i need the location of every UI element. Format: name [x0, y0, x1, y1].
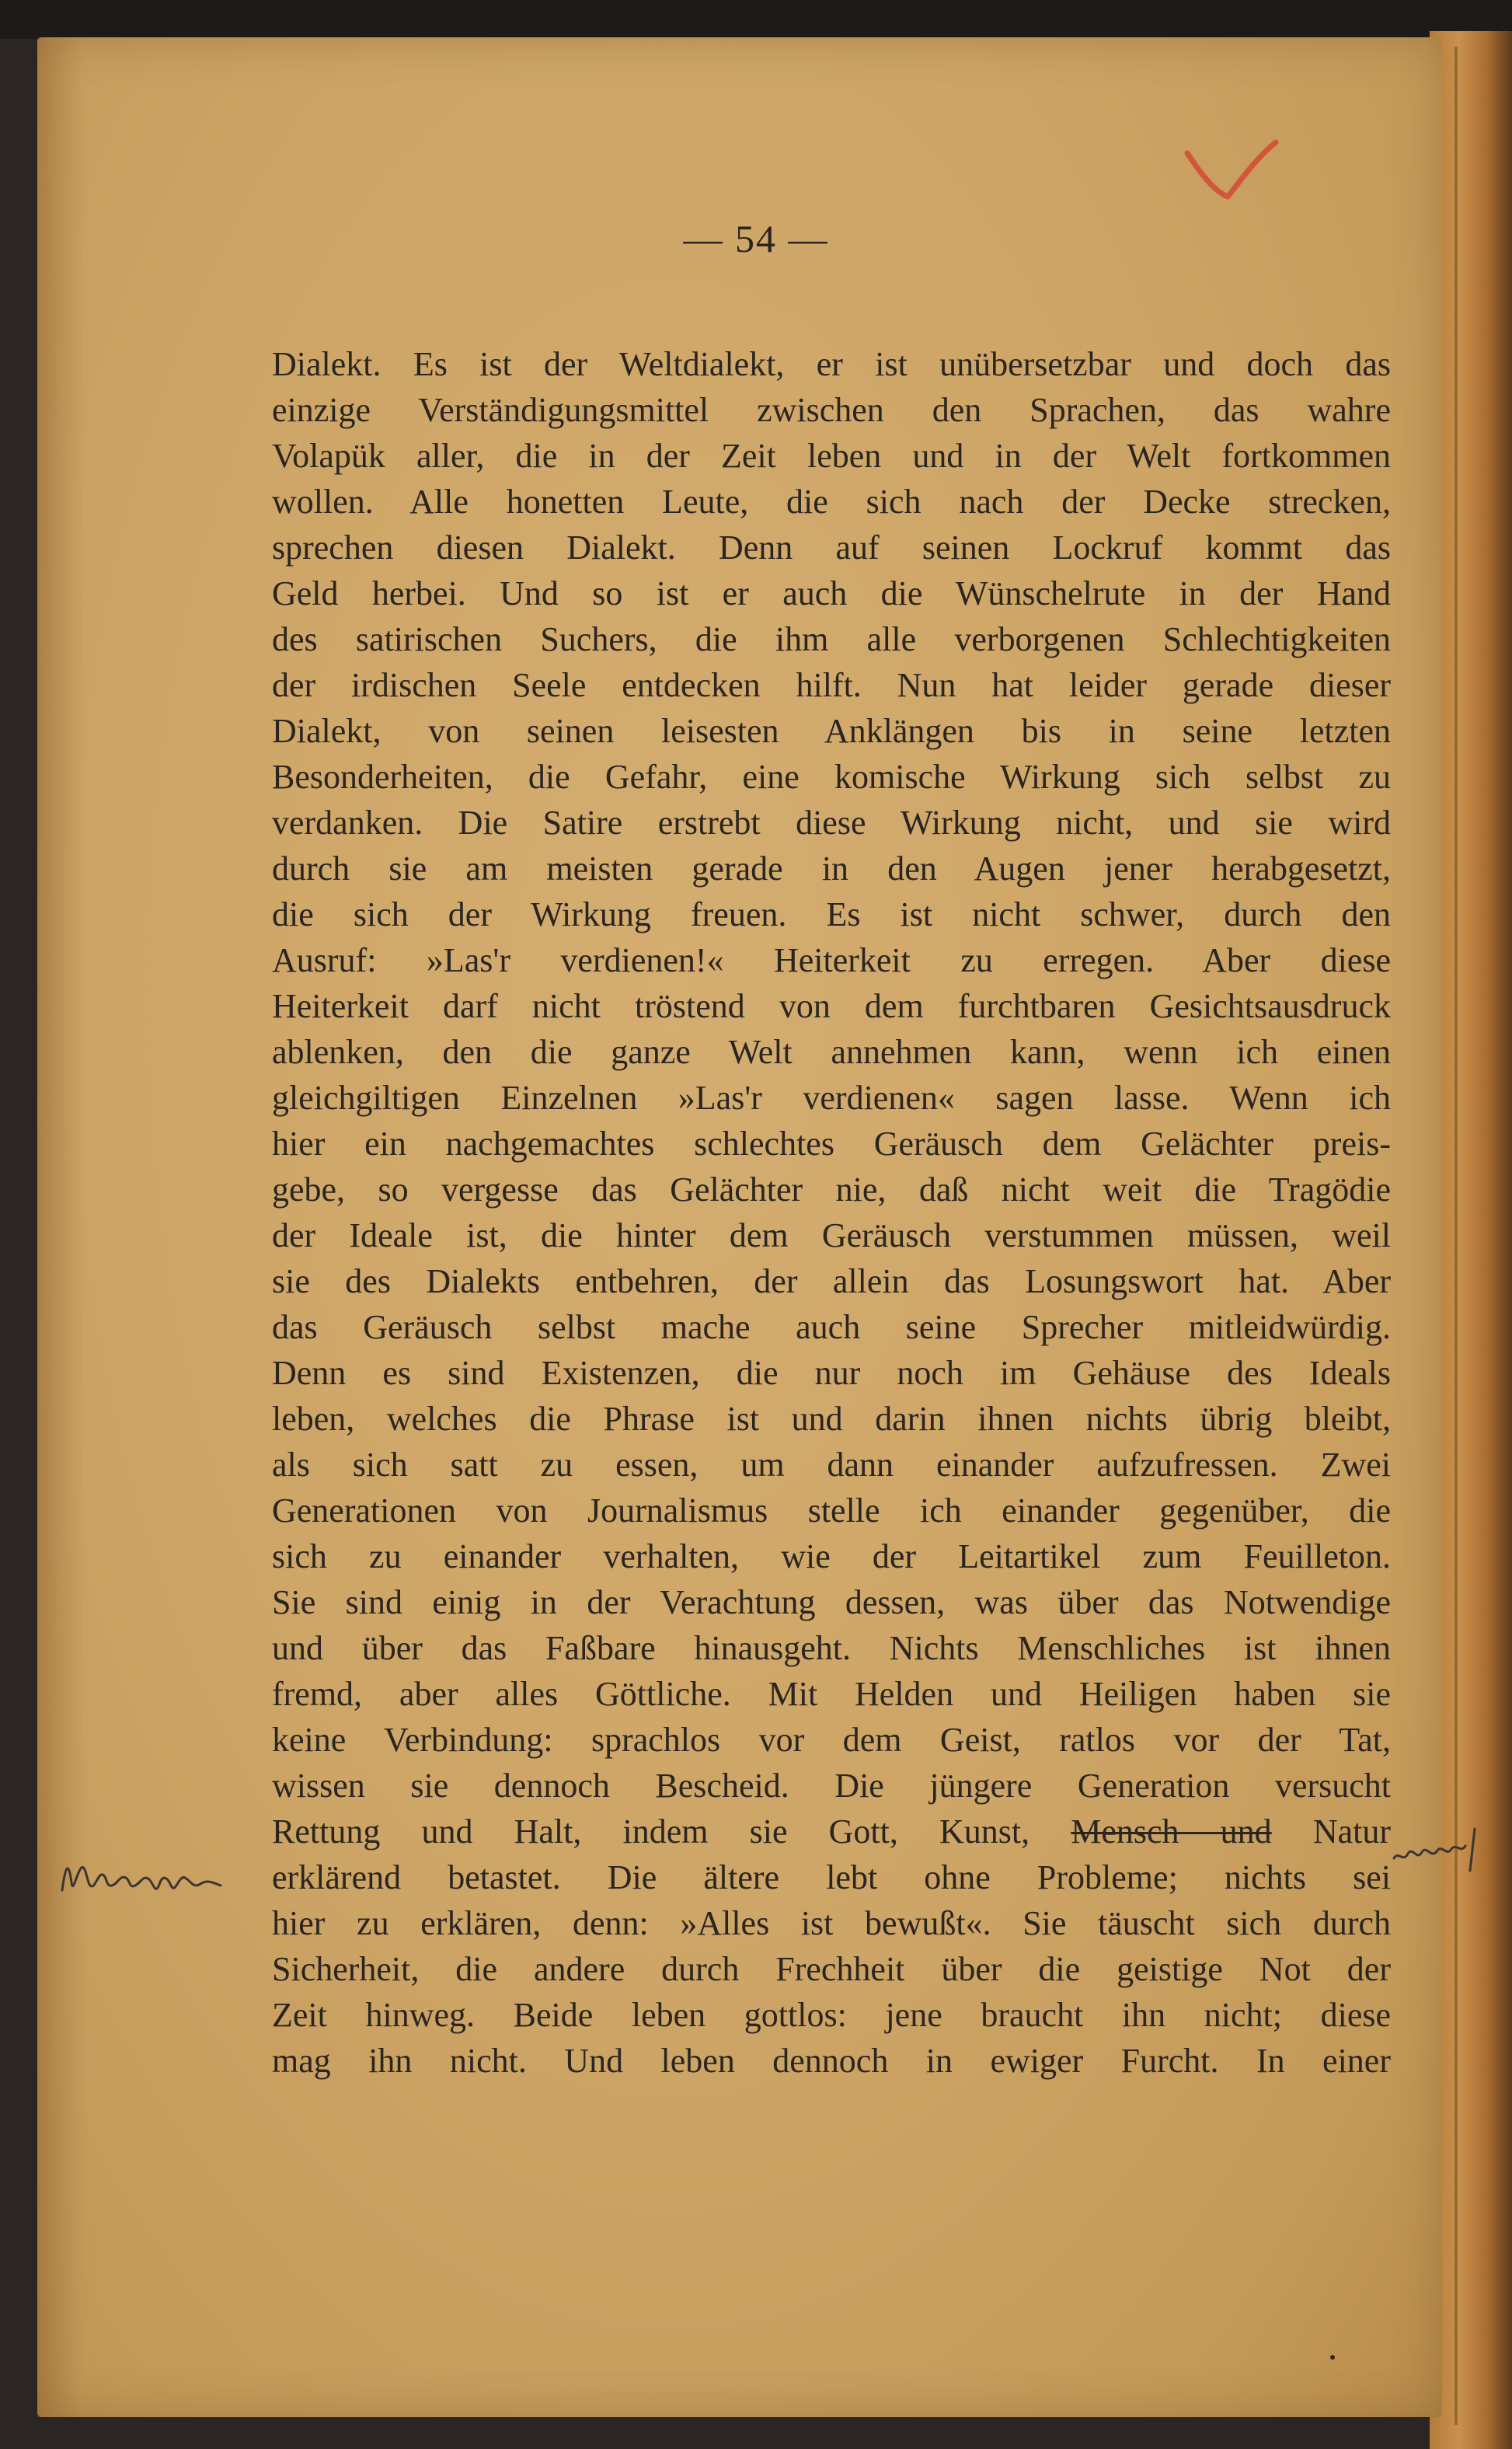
text-line: Denn es sind Existenzen, die nur noch im Gehäuse des Ideals: [272, 1354, 1391, 1392]
text-line: Generationen von Journalismus stelle ich einander gegenüber, die: [272, 1491, 1391, 1530]
text-line: Geld herbei. Und so ist er auch die Wünschelrute in der Hand: [272, 574, 1391, 612]
text-line: der Ideale ist, die hinter dem Geräusch verstummen müssen, weil: [272, 1216, 1391, 1254]
check-mark-icon: [1181, 136, 1282, 214]
text-line: gebe, so vergesse das Gelächter nie, daß nicht weit die Tragödie: [272, 1170, 1391, 1209]
page-edge-line: [1455, 47, 1458, 2425]
struck-through-text: Mensch und: [1071, 1812, 1272, 1851]
ink-speck: [1330, 2355, 1335, 2360]
text-line: leben, welches die Phrase ist und darin ihnen nichts übrig bleibt,: [272, 1400, 1391, 1438]
page-number: — 54 —: [683, 217, 829, 260]
text-line: sich zu einander verhalten, wie der Leitartikel zum Feuilleton.: [272, 1537, 1391, 1575]
text-line: fremd, aber alles Göttliche. Mit Helden und Heiligen haben sie: [272, 1675, 1391, 1713]
handwritten-insertion-icon: [1389, 1823, 1482, 1877]
text-line: verdanken. Die Satire erstrebt diese Wirkung nicht, und sie wird: [272, 804, 1391, 842]
text-line: sie des Dialekts entbehren, der allein das Losungswort hat. Aber: [272, 1262, 1391, 1300]
text-line: des satirischen Suchers, die ihm alle verborgenen Schlechtigkeiten: [272, 620, 1391, 658]
text-line: erklärend betastet. Die ältere lebt ohne Probleme; nichts sei: [272, 1858, 1391, 1896]
text-line: wissen sie dennoch Bescheid. Die jüngere Generation versucht: [272, 1767, 1391, 1805]
handwritten-margin-note-icon: [54, 1851, 233, 1906]
text-line: Zeit hinweg. Beide leben gottlos: jene braucht ihn nicht; diese: [272, 1996, 1391, 2034]
binding-shadow: [0, 0, 1512, 39]
text-line: Besonderheiten, die Gefahr, eine komische Wirkung sich selbst zu: [272, 758, 1391, 796]
text-line: der irdischen Seele entdecken hilft. Nun hat leider gerade dieser: [272, 666, 1391, 704]
text-line: Ausruf: »Las'r verdienen!« Heiterkeit zu erregen. Aber diese: [272, 941, 1391, 979]
text-line: hier ein nachgemachtes schlechtes Geräusch dem Gelächter preis-: [272, 1125, 1391, 1163]
text-segment: Rettung und Halt, indem sie Gott, Kunst,: [272, 1812, 1030, 1851]
text-line: gleichgiltigen Einzelnen »Las'r verdienen« sagen lasse. Wenn ich: [272, 1079, 1391, 1117]
text-line: Heiterkeit darf nicht tröstend von dem furchtbaren Gesichtsausdruck: [272, 987, 1391, 1025]
text-line: keine Verbindung: sprachlos vor dem Geist, ratlos vor der Tat,: [272, 1721, 1391, 1759]
text-line: die sich der Wirkung freuen. Es ist nicht schwer, durch den: [272, 895, 1391, 933]
text-line: sprechen diesen Dialekt. Denn auf seinen Lockruf kommt das: [272, 529, 1391, 567]
text-line: und über das Faßbare hinausgeht. Nichts Menschliches ist ihnen: [272, 1629, 1391, 1667]
text-line: Sicherheit, die andere durch Frechheit über die geistige Not der: [272, 1950, 1391, 1988]
text-segment: Natur: [1312, 1812, 1391, 1851]
text-line: wollen. Alle honetten Leute, die sich nach der Decke strecken,: [272, 483, 1391, 521]
page-gutter-shade: [37, 37, 84, 2417]
text-line: Dialekt, von seinen leisesten Anklängen bis in seine letzten: [272, 712, 1391, 750]
text-line: als sich satt zu essen, um dann einander aufzufressen. Zwei: [272, 1446, 1391, 1484]
text-line: Volapük aller, die in der Zeit leben und in der Welt fortkommen: [272, 437, 1391, 475]
text-line: Dialekt. Es ist der Weltdialekt, er ist unübersetzbar und doch das: [272, 345, 1391, 383]
text-line: das Geräusch selbst mache auch seine Sprecher mitleidwürdig.: [272, 1308, 1391, 1346]
text-line: Sie sind einig in der Verachtung dessen, was über das Notwendige: [272, 1583, 1391, 1621]
text-line: durch sie am meisten gerade in den Augen jener herabgesetzt,: [272, 849, 1391, 888]
text-line-with-correction: [272, 1809, 1391, 1854]
text-line: einzige Verständigungsmittel zwischen den Sprachen, das wahre: [272, 391, 1391, 429]
text-line: hier zu erklären, denn: »Alles ist bewußt«. Sie täuscht sich durch: [272, 1904, 1391, 1942]
text-line: mag ihn nicht. Und leben dennoch in ewiger Furcht. In einer: [272, 2042, 1391, 2080]
text-line: ablenken, den die ganze Welt annehmen kann, wenn ich einen: [272, 1033, 1391, 1071]
